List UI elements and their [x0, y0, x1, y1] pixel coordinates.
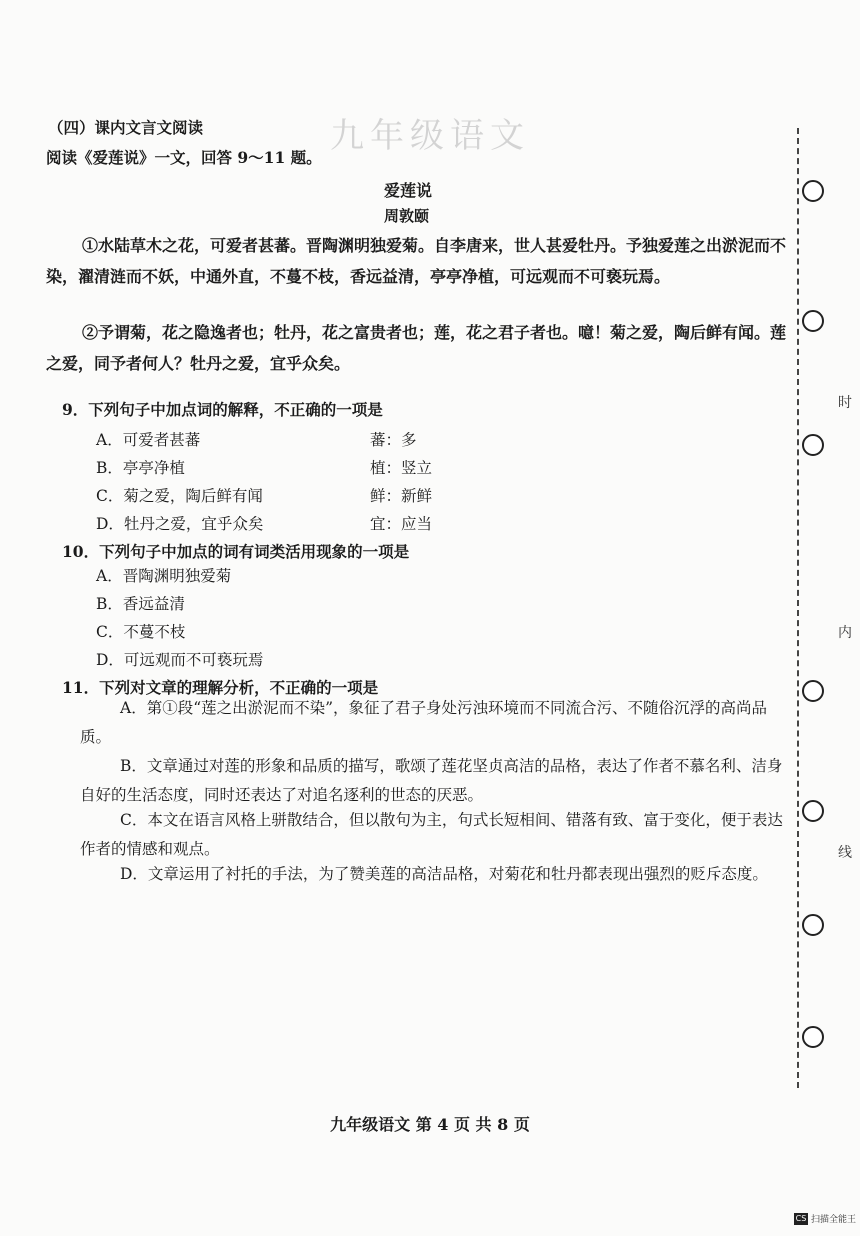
edge-mark-3: 线	[838, 845, 852, 861]
question-11-stem: 11．下列对文章的理解分析，不正确的一项是	[62, 678, 379, 697]
q9-option-d: D．牡丹之爱，宜乎众矣	[96, 515, 264, 533]
binding-hole-2	[802, 310, 824, 332]
binding-dashed-line	[797, 128, 799, 1088]
q10-option-a: A．晋陶渊明独爱菊	[96, 567, 232, 585]
q11-option-b: B．文章通过对莲的形象和品质的描写，歌颂了莲花坚贞高洁的品格，表达了作者不慕名利、洁身自好的生活态度，同时还表达了对追名逐利的世态的厌恶。	[80, 757, 783, 804]
scanner-app-name: 扫描全能王	[811, 1215, 857, 1225]
q11-option-a: A．第①段“莲之出淤泥而不染”，象征了君子身处污浊环境而不同流合污、不随俗沉浮的高尚品质。	[80, 699, 768, 746]
q10-option-c: C．不蔓不枝	[96, 623, 186, 641]
q9-option-c-gloss: 鲜：新鲜	[370, 487, 433, 505]
passage-paragraph-1: ①水陆草木之花，可爱者甚蕃。晋陶渊明独爱菊。自李唐来，世人甚爱牡丹。予独爱莲之出淤泥而不染，濯清涟而不妖，中通外直，不蔓不枝，香远益清，亭亭净植，可远观而不可亵玩焉。	[46, 236, 787, 286]
binding-hole-7	[802, 1026, 824, 1048]
q11-option-d: D．文章运用了衬托的手法，为了赞美莲的高洁品格，对菊花和牡丹都表现出强烈的贬斥态度。	[120, 865, 768, 883]
question-9-stem: 9．下列句子中加点词的解释，不正确的一项是	[62, 400, 383, 419]
q10-option-b: B．香远益清	[96, 595, 185, 613]
reading-instruction: 阅读《爱莲说》一文，回答 9～11 题。	[46, 148, 322, 167]
binding-hole-4	[802, 680, 824, 702]
q9-option-c: C．菊之爱，陶后鲜有闻	[96, 487, 263, 505]
q9-option-b: B．亭亭净植	[96, 459, 185, 477]
question-10-stem: 10．下列句子中加点的词有词类活用现象的一项是	[62, 542, 410, 561]
binding-hole-3	[802, 434, 824, 456]
q9-option-d-gloss: 宜：应当	[370, 515, 433, 533]
passage-title: 爱莲说	[384, 181, 433, 200]
page-footer: 九年级语文 第 4 页 共 8 页	[330, 1115, 530, 1134]
binding-hole-5	[802, 800, 824, 822]
edge-mark-2: 内	[838, 625, 852, 641]
q10-option-d: D．可远观而不可亵玩焉	[96, 651, 264, 669]
section-heading: （四）课内文言文阅读	[48, 118, 204, 137]
scanner-logo-icon: CS	[795, 1214, 807, 1223]
q9-option-a-gloss: 蕃：多	[370, 431, 417, 449]
q9-option-b-gloss: 植：竖立	[370, 459, 433, 477]
bleed-through-title: 九年级语文	[330, 116, 530, 156]
passage-paragraph-2: ②予谓菊，花之隐逸者也；牡丹，花之富贵者也；莲，花之君子者也。噫！菊之爱，陶后鲜有闻。莲之爱，同予者何人？牡丹之爱，宜乎众矣。	[46, 323, 787, 373]
q11-option-c: C．本文在语言风格上骈散结合，但以散句为主，句式长短相间、错落有致、富于变化，便于表达作者的情感和观点。	[80, 811, 783, 858]
q9-option-a: A．可爱者甚蕃	[96, 431, 201, 449]
passage-author: 周敦颐	[384, 207, 430, 225]
edge-mark-1: 时	[838, 395, 852, 411]
binding-hole-1	[802, 180, 824, 202]
binding-hole-6	[802, 914, 824, 936]
